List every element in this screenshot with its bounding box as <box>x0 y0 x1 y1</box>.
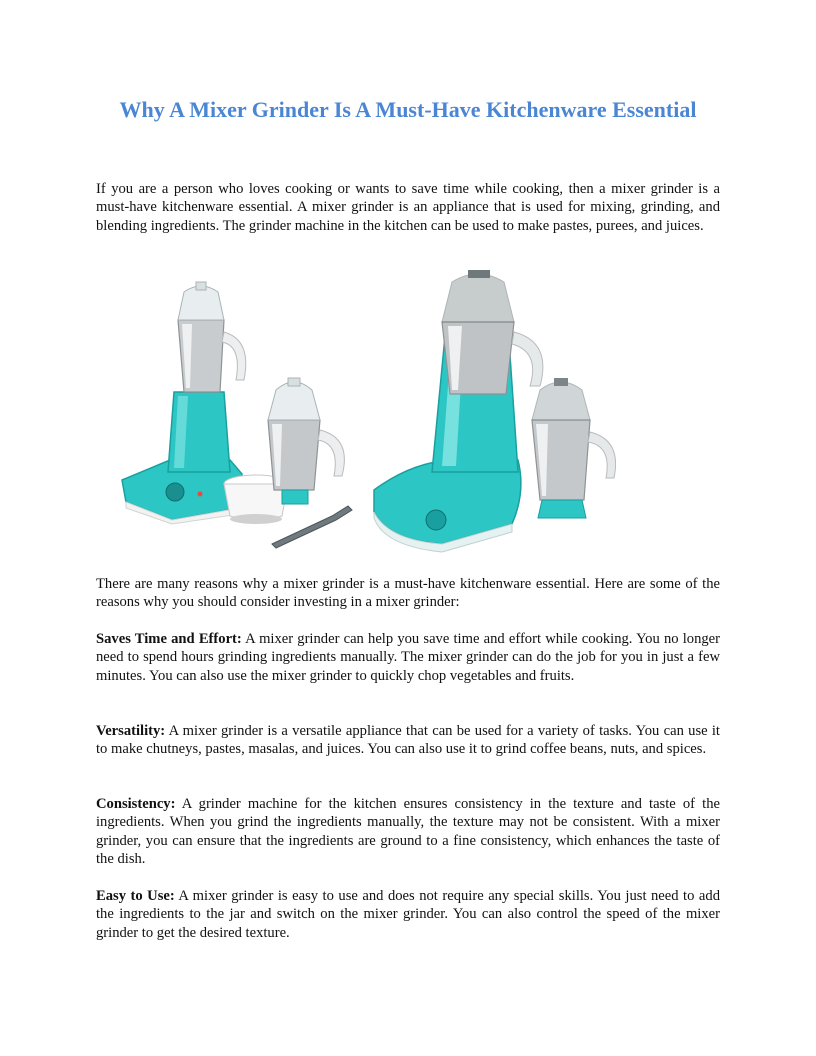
reasons-intro-paragraph: There are many reasons why a mixer grinder is a must-have kitchenware essential. Here are some of the reasons why you should consider investing in a mixer grinder: <box>96 576 720 611</box>
section-paragraph <box>96 630 720 685</box>
section-heading: Easy to Use: <box>96 888 175 904</box>
left-mixer-grinder-set <box>122 282 352 548</box>
section-body: A mixer grinder is a versatile appliance that can be used for a variety of tasks. You can use it to make chutneys, pastes, masalas, and juices. You can also use it to grind coffee beans, nuts, and spices. <box>96 723 720 758</box>
page-title: Why A Mixer Grinder Is A Must-Have Kitchenware Essential <box>119 97 697 122</box>
section-body: A grinder machine for the kitchen ensures consistency in the texture and taste of the ingredients. When you grind the ingredients manually, the texture may not be consistent. With a mixer grinder, you can ensure that the ingredients are ground to a fine consistency, which enhances the taste of the dish. <box>96 796 720 868</box>
section-heading: Consistency: <box>96 796 176 812</box>
section-body: A mixer grinder is easy to use and does not require any special skills. You just need to add the ingredients to the jar and switch on the mixer grinder. You can also control the speed of the mixer grinder to get the desired texture. <box>96 888 720 941</box>
speed-knob-icon <box>166 483 184 501</box>
speed-knob-icon <box>426 510 446 530</box>
section-paragraph <box>96 795 720 869</box>
mixer-grinder-image <box>112 262 632 558</box>
section-body: A mixer grinder can help you save time and effort while cooking. You no longer need to spend hours grinding ingredients manually. The mixer grinder can do the job for you in just a few minutes. You can also use the mixer grinder to quickly chop vegetables and fruits. <box>96 631 720 684</box>
intro-paragraph: If you are a person who loves cooking or wants to save time while cooking, then a mixer grinder is a must-have kitchenware essential. A mixer grinder is an appliance that is used for mixing, grinding, and blending ingredients. The grinder machine in the kitchen can be used to make pastes, purees, and juices. <box>96 181 720 234</box>
section-heading: Saves Time and Effort: <box>96 631 242 647</box>
section-heading: Versatility: <box>96 723 166 739</box>
section-paragraph <box>96 722 720 759</box>
section-paragraph <box>96 887 720 942</box>
right-mixer-grinder <box>374 270 616 552</box>
